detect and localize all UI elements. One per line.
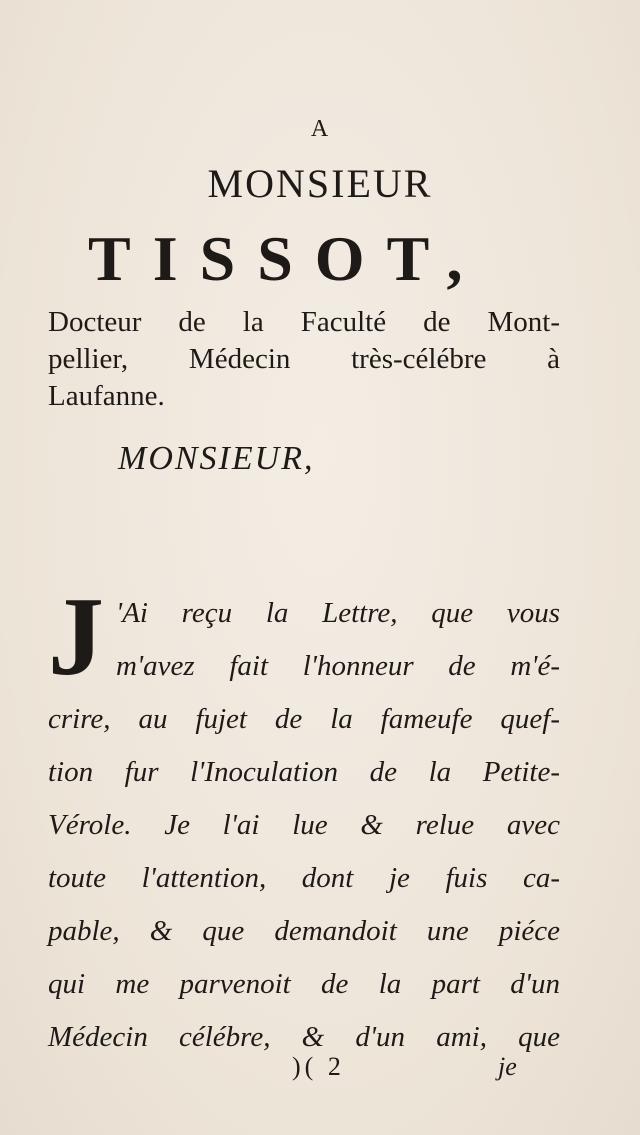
drop-cap: J <box>48 575 104 699</box>
letter-line: Médecin célébre, & d'un ami, que <box>48 1021 560 1053</box>
catchword: je <box>498 1052 517 1081</box>
dedication-line: Laufanne. <box>48 380 165 412</box>
letter-line: tion fur l'Inoculation de la Petite- <box>48 756 560 788</box>
dedication-line: pellier, Médecin très-célébre à <box>48 343 560 375</box>
signature-mark: )( 2 <box>292 1052 345 1081</box>
letter-line: Vérole. Je l'ai lue & relue avec <box>48 809 560 841</box>
dedication-block <box>48 304 560 415</box>
salutation: MONSIEUR, <box>118 440 315 477</box>
letter-line: 'Ai reçu la Lettre, que vous <box>116 597 560 629</box>
letter-line: toute l'attention, dont je fuis ca- <box>48 862 560 894</box>
heading-monsieur: MONSIEUR <box>207 161 433 206</box>
heading-name: TISSOT, <box>88 223 485 294</box>
dedication-line: Docteur de la Faculté de Mont- <box>48 306 560 338</box>
heading-a: A <box>310 116 330 142</box>
letter-body <box>48 575 560 1064</box>
letter-line: qui me parvenoit de la part d'un <box>48 968 560 1000</box>
letter-line: crire, au fujet de la fameufe quef- <box>48 703 560 735</box>
letter-line: m'avez fait l'honneur de m'é- <box>116 650 560 682</box>
letter-line: pable, & que demandoit une piéce <box>48 915 560 947</box>
